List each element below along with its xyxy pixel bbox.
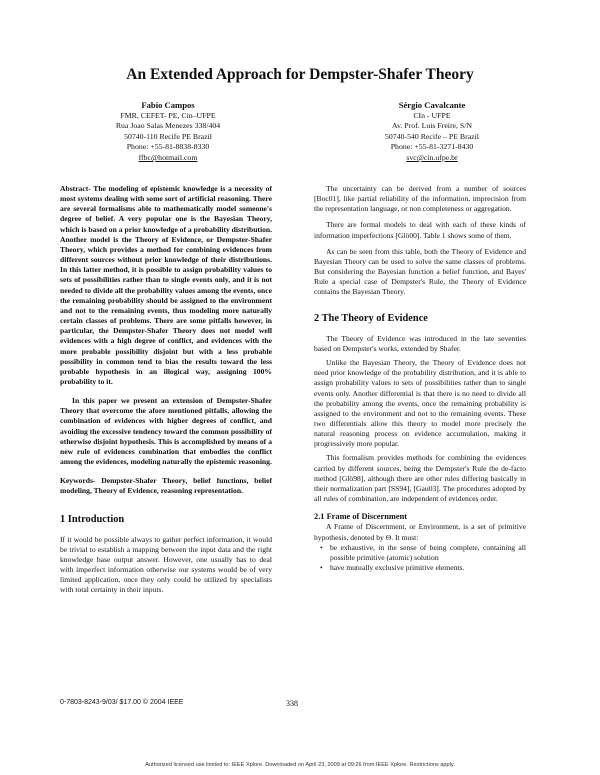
author-name: Sérgio Cavalcante <box>398 100 466 110</box>
body-paragraph: As can be seen from this table, both the Theory of Evidence and Bayesian Theory can be used to solve the same classes of problems. But considering the Bayesian function a belief function, and Bayes' Rule a special case of Dempster's Rule, the Theory of Evidence contains the Bayesian Theory. <box>314 246 526 297</box>
author-block-1 <box>48 100 288 164</box>
author-email-link[interactable]: svc@cin.ufpe.br <box>406 152 458 162</box>
author-name: Fabio Campos <box>141 100 195 110</box>
body-paragraph: There are formal models to deal with each of these kinds of information imperfections [Glö00]. Table 1 shows some of them. <box>314 220 526 240</box>
section-heading: 1 Introduction <box>60 513 125 525</box>
right-column <box>314 184 526 573</box>
subsection-heading: 2.1 Frame of Discernment <box>314 512 408 522</box>
list-item: • have mutually exclusive primitive elements. <box>330 563 526 573</box>
author-block-2 <box>312 100 552 164</box>
body-paragraph: A Frame of Discernment, or Environment, is a set of primitive hypothesis, denoted by Θ. It must: <box>314 522 526 542</box>
page-number: 338 <box>286 699 298 708</box>
paper-title: An Extended Approach for Dempster-Shafer Theory <box>126 66 474 83</box>
license-notice: Authorized licensed use limited to: IEEE Xplore. Downloaded on April 23, 2009 at 09:26 from IEEE Xplore. Restrictions apply. <box>145 762 455 768</box>
author-affiliation: FMR, CEFET- PE, Cin–UFPE <box>120 110 216 120</box>
section-heading: 2 The Theory of Evidence <box>314 312 428 324</box>
body-paragraph: Unlike the Bayesian Theory, the Theory of Evidence does not need prior knowledge of the probability distribution, and it is able to assign probability values to sets of possibilities rather than to single events only. Another differential is that there is no need to divide all the probability among the events, once the remaining probability is assigned to the environment and not to the remaining events. These two differentials allow this theory to model more precisely the natural reasoning process on evidence accumulation, making it progressively more popular. <box>314 358 526 449</box>
author-city: 50740-110 Recife PE Brazil <box>124 131 212 141</box>
author-affiliation: CIn - UFPE <box>413 110 451 120</box>
author-address: Rua Joao Salas Menezes 338/404 <box>115 121 221 131</box>
author-address: Av. Prof. Luis Freire, S/N <box>391 121 473 131</box>
author-phone: Phone: +55-81-3271-8430 <box>390 142 474 152</box>
list-item: • be exhaustive, in the sense of being complete, containing all possible primitive (atomic) solution <box>330 543 526 563</box>
author-email-link[interactable]: ffbc@hotmail.com <box>138 152 198 162</box>
author-phone: Phone: +55-81-8838-8330 <box>126 142 210 152</box>
body-paragraph: The uncertainty can be derived from a number of sources [Boc01], like partial reliability of the information, imprecision from the representation language, or non completeness or aggregation. <box>314 184 526 214</box>
body-paragraph: If it would be possible always to gather perfect information, it would be trivial to establish a mapping between the input data and the right knowledge base output answer. However, one usually has to deal with imperfect information otherwise our systems would be of very limited application, once they only could be utilized by specialists with total certainty in their inputs. <box>60 534 272 595</box>
author-city: 50740-540 Recife – PE Brazil <box>385 131 479 141</box>
keywords: Keywords- Dempster-Shafer Theory, belief functions, belief modeling, Theory of Evidence, reasoning representation. <box>60 476 272 496</box>
body-paragraph: The Theory of Evidence was introduced in the late seventies based on Dempster's works, extended by Shafer. <box>314 333 526 353</box>
body-paragraph: This formalism provides methods for combining the evidences carried by different sources, being the Dempster's Rule the de-facto method [Glö98], although there are other rules differing basically in their normalization part [SS94], [Gau03]. The procedures adopted by all rules of combination, are independent of evidences order. <box>314 453 526 504</box>
abstract-paragraph: Abstract- The modeling of epistemic knowledge is a necessity of most systems dealing with some sort of artificial reasoning. There are several formalisms able to mathematically model someone's degree of belief. A very popular one is the Bayesian Theory, which is based on a prior knowledge of a probability distribution. Another model is the Theory of Evidence, or Dempster-Shafer Theory, which provides a method for combining evidences from different sources without prior knowledge of their distributions. In this latter method, it is possible to assign probability values to sets of possibilities rather than to single events only, and it is not needed to divide all the probability values among the events, once the remaining probability should be assigned to the environment and not to the remaining events, thus modeling more naturally certain classes of problems. There are some pitfalls however, in particular, the Dempster-Shafer Theory does not model well evidences with a high degree of conflict, and evidences with the more probable possibility disjoint but with a less probable possibility in common tend to bias the results toward the less probable hypothesis in an illogical way, assigning 100% probability to it. <box>60 184 272 386</box>
copyright-footer: 0-7803-8243-9/03/ $17.00 © 2004 IEEE <box>60 699 184 706</box>
bullet-list <box>314 543 526 573</box>
left-column <box>60 184 272 596</box>
abstract-paragraph: In this paper we present an extension of Dempster-Shafer Theory that overcome the afore mentioned pitfalls, allowing the combination of evidences with higher degrees of conflict, and avoiding the excessive tendency toward the common possibility of otherwise disjoint hypothesis. This is accomplished by means of a new rule of evidences combination that embodies the conflict among the evidences, modeling naturally the epistemic reasoning. <box>60 396 272 467</box>
